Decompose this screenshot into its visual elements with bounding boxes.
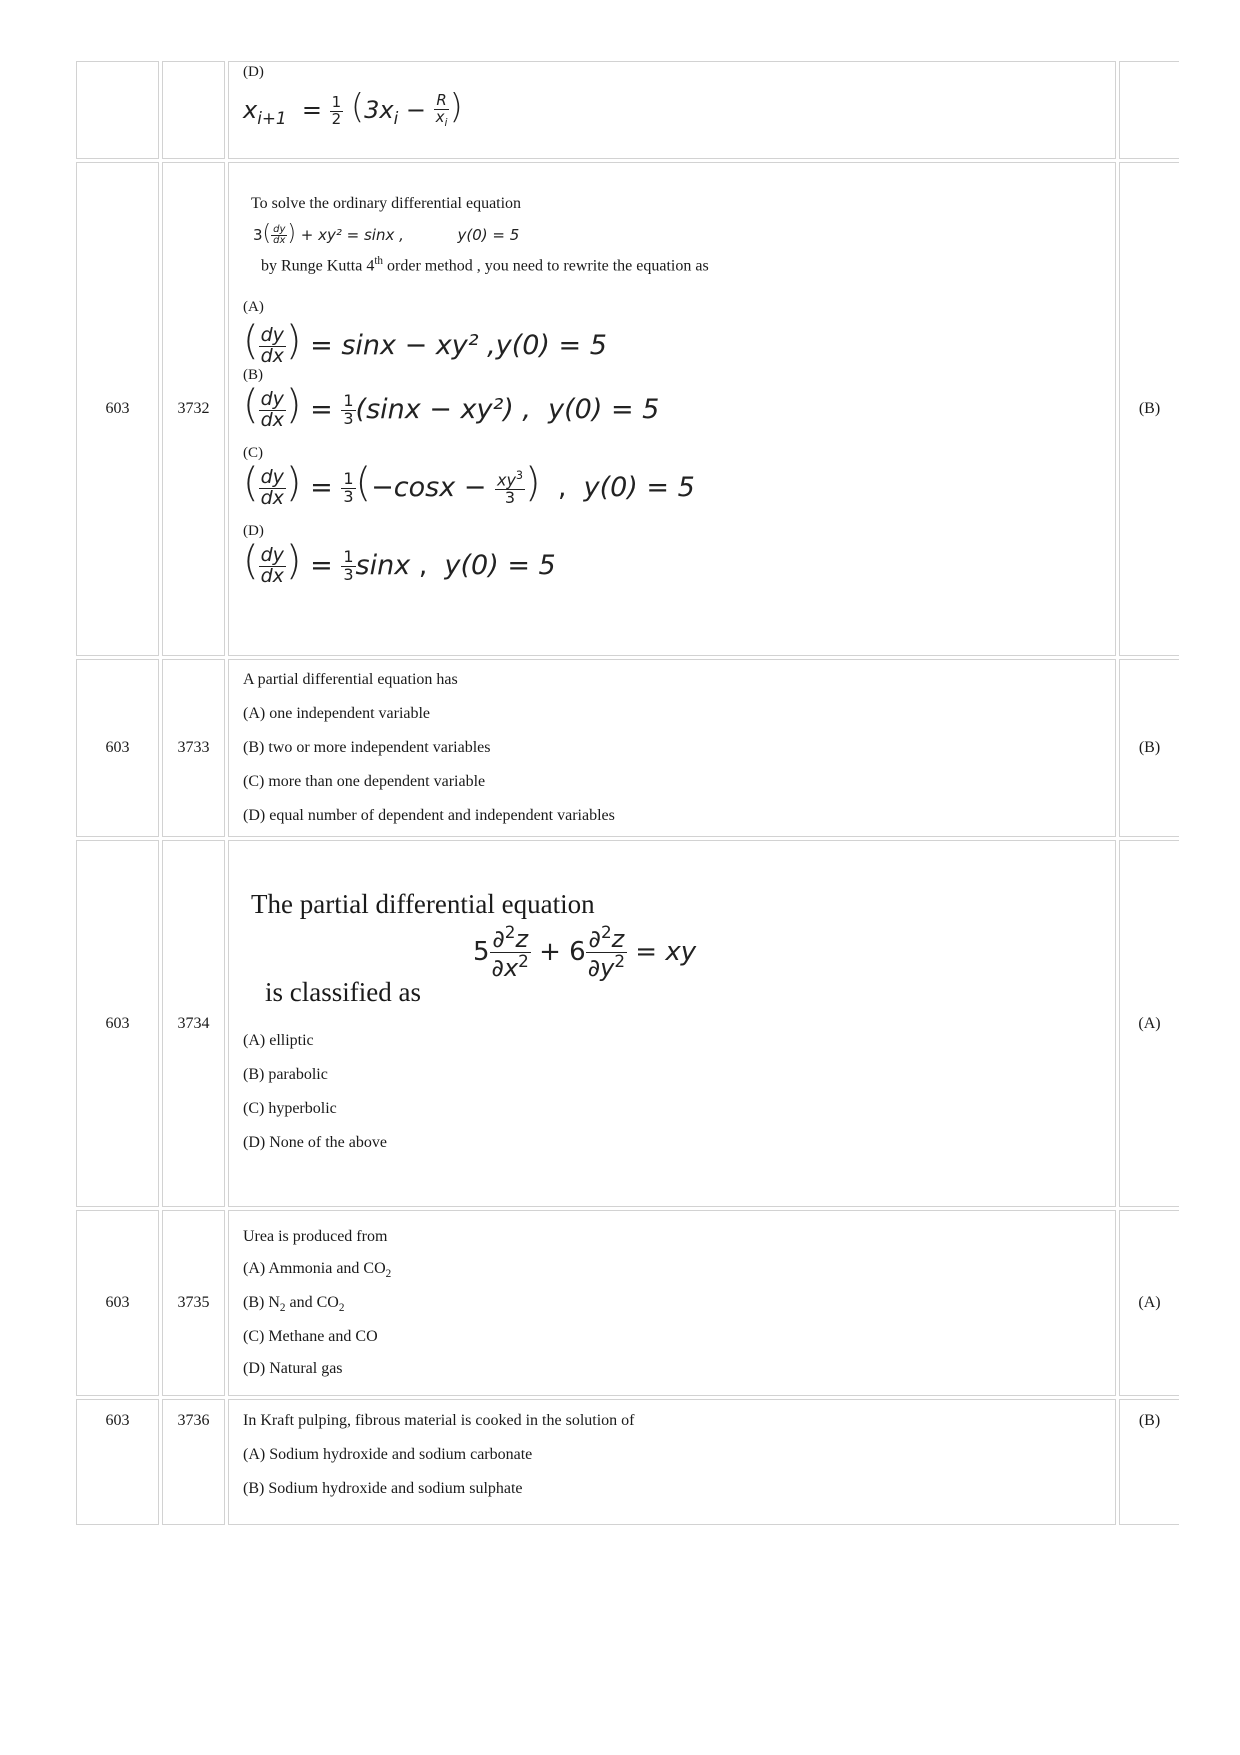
equation-newton-iteration: $x_{i+1}$ = $\frac{1}{2}$ ($3x_i$ − $\frac{R}{x_i}$ ) [243,87,463,129]
question-stem: The partial differential equation [251,889,595,919]
question-sheet [73,58,1173,1528]
set-cell [76,61,159,159]
option-c: (C) Methane and CO [243,1328,378,1346]
question-stem: Urea is produced from [243,1227,388,1245]
option-b: (B) $N_2$ and $CO_2$ [243,1294,345,1315]
table-row [76,1399,1179,1525]
option-a-equation: ( $\frac{dy}{dx}$ ) = sinx − xy² ,y(0) = 5 [243,317,607,367]
table-row [76,1210,1179,1396]
question-id-cell: 3736 [162,1399,225,1525]
option-b-equation: ( $\frac{dy}{dx}$ ) = $\frac{1}{3}$ (sinx − xy²) , y(0) = 5 [243,381,660,431]
answer-cell: (A) [1119,1210,1179,1396]
question-cell [228,1399,1116,1525]
set-cell: 603 [76,1399,159,1525]
answer-cell: (B) [1119,659,1179,837]
set-cell: 603 [76,162,159,656]
equation-ode: 3( $\frac{dy}{dx}$ ) + xy² = sinx , y(0) = 5 [253,221,520,246]
table-row [76,840,1179,1207]
option-c-equation: ( $\frac{dy}{dx}$ ) = $\frac{1}{3}$ (−cosx − $\frac{xy^3}{3}$ ) , y(0) = 5 [243,459,695,509]
answer-cell: (B) [1119,162,1179,656]
option-label-c: (C) [243,444,263,461]
option-d: (D) equal number of dependent and independent variables [243,807,615,824]
question-id-cell: 3733 [162,659,225,837]
option-label-b: (B) [243,366,263,383]
set-cell: 603 [76,659,159,837]
question-id-cell [162,61,225,159]
table-row-continued [76,61,1179,159]
option-b: (B) two or more independent variables [243,739,491,756]
option-b: (B) parabolic [243,1066,328,1084]
answer-cell [1119,61,1179,159]
question-cell [228,61,1116,159]
question-stem: To solve the ordinary differential equation [251,195,522,212]
answer-cell: (B) [1119,1399,1179,1525]
option-d-equation: ( $\frac{dy}{dx}$ ) = $\frac{1}{3}$ sinx , y(0) = 5 [243,537,556,587]
question-cell [228,1210,1116,1396]
table-row [76,659,1179,837]
option-label-d: (D) [243,522,264,539]
question-cell [228,162,1116,656]
set-cell: 603 [76,840,159,1207]
question-id-cell: 3735 [162,1210,225,1396]
question-id-cell: 3732 [162,162,225,656]
option-a: (A) elliptic [243,1032,314,1050]
option-a: (A) Ammonia and $CO_2$ [243,1259,392,1280]
option-d: (D) None of the above [243,1134,387,1152]
option-b: (B) Sodium hydroxide and sodium sulphate [243,1480,523,1497]
set-cell: 603 [76,1210,159,1396]
question-id-cell: 3734 [162,840,225,1207]
question-stem-continued: is classified as [265,977,421,1008]
option-label-a: (A) [243,298,264,315]
option-label-d: (D) [243,64,264,80]
option-c: (C) more than one dependent variable [243,773,486,790]
question-cell [228,840,1116,1207]
option-a: (A) Sodium hydroxide and sodium carbonate [243,1446,533,1463]
option-c: (C) hyperbolic [243,1100,337,1118]
table-row [76,162,1179,656]
question-stem: A partial differential equation has [243,671,458,688]
answer-cell: (A) [1119,840,1179,1207]
question-stem: In Kraft pulping, fibrous material is cooked in the solution of [243,1412,635,1429]
question-table [73,58,1182,1528]
question-method: by Runge Kutta 4th order method , you need to rewrite the equation as [261,254,709,274]
option-a: (A) one independent variable [243,705,431,722]
question-cell [228,659,1116,837]
equation-pde: 5 $\frac{\partial^2z}{\partial x^2}$ + 6 $\frac{\partial^2z}{\partial y^2}$ = xy [473,922,697,983]
option-d: (D) Natural gas [243,1360,343,1378]
